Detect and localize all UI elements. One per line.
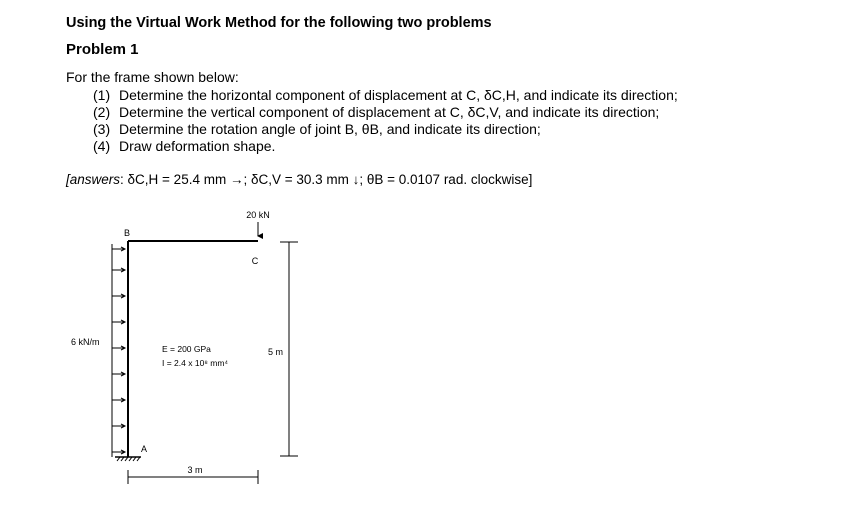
height-dim-label: 5 m <box>268 347 284 357</box>
node-b-label: B <box>124 228 131 238</box>
distributed-load-arrows <box>112 244 125 457</box>
distributed-load-label: 6 kN/m <box>71 337 100 347</box>
task-text: Determine the vertical component of displacement at C, δC,V, and indicate its direction; <box>119 104 660 120</box>
fixed-support-icon <box>115 457 141 461</box>
task-text: Determine the horizontal component of displacement at C, δC,H, and indicate its direction; <box>119 87 678 103</box>
task-number: (1) <box>93 87 111 103</box>
intro-text: For the frame shown below: <box>66 69 239 85</box>
width-dim-label: 3 m <box>187 465 203 475</box>
task-number: (2) <box>93 104 111 120</box>
page-heading: Using the Virtual Work Method for the following two problems <box>66 15 492 31</box>
point-load-label: 20 kN <box>246 210 270 220</box>
node-a-label: A <box>141 444 148 454</box>
inertia-label: I = 2.4 x 10⁸ mm⁴ <box>162 358 229 368</box>
task-number: (4) <box>93 138 111 154</box>
task-number: (3) <box>93 121 111 137</box>
node-c-label: C <box>251 256 259 266</box>
answers-text: : δC,H = 25.4 mm →; δC,V = 30.3 mm ↓; θB = 0.0107 rad. clockwise] <box>120 172 533 187</box>
task-text: Determine the rotation angle of joint B, θB, and indicate its direction; <box>119 121 541 137</box>
problem-title: Problem 1 <box>66 41 139 58</box>
answers-lead: [answers <box>66 172 121 187</box>
modulus-label: E = 200 GPa <box>162 344 211 354</box>
task-text: Draw deformation shape. <box>119 138 276 154</box>
